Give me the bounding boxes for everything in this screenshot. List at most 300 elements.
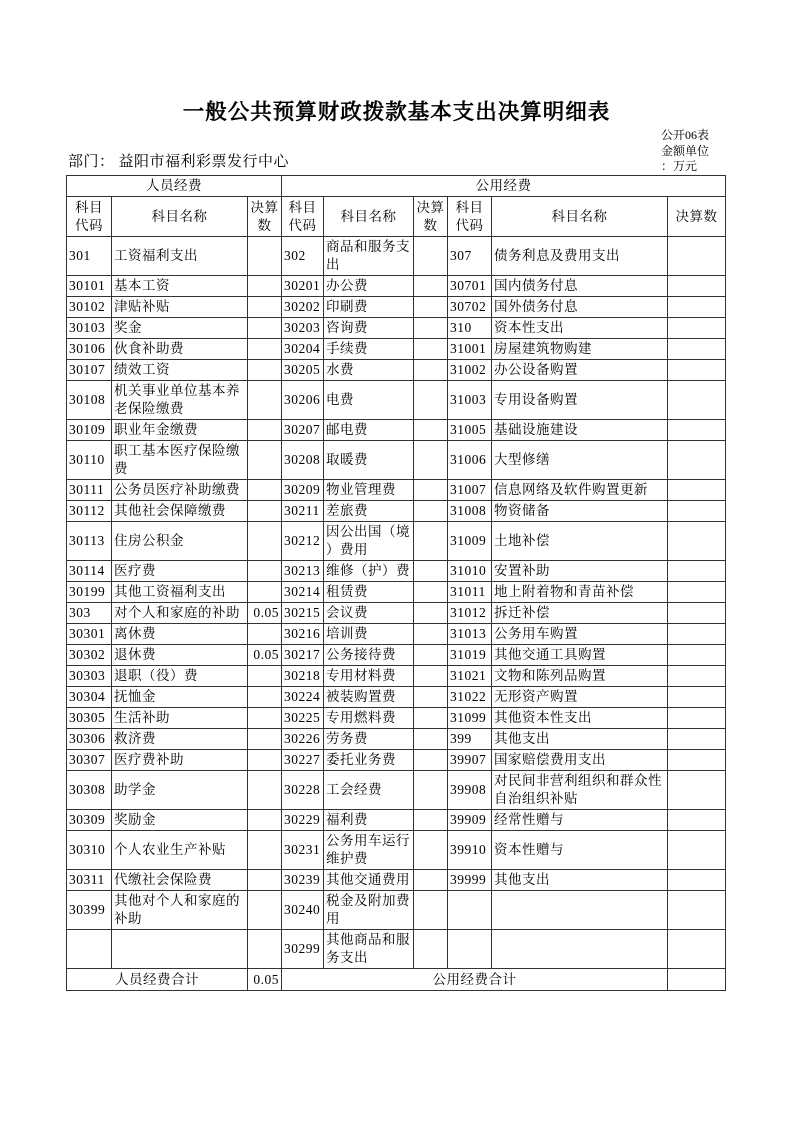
table-row (67, 582, 726, 603)
column-header-code: 科目代码 (448, 197, 492, 237)
code-cell: 30239 (282, 870, 324, 891)
code-cell: 31008 (448, 501, 492, 522)
name-cell: 其他交通费用 (324, 870, 414, 891)
amount-cell (668, 441, 726, 480)
amount-cell (248, 237, 282, 276)
code-cell: 30702 (448, 297, 492, 318)
name-cell: 工会经费 (324, 771, 414, 810)
amount-cell (414, 441, 448, 480)
code-cell: 30205 (282, 360, 324, 381)
code-cell: 30310 (67, 831, 112, 870)
name-cell: 其他资本性支出 (492, 708, 668, 729)
amount-cell (248, 297, 282, 318)
code-cell: 30217 (282, 645, 324, 666)
code-cell: 30227 (282, 750, 324, 771)
amount-cell (414, 318, 448, 339)
amount-cell (414, 729, 448, 750)
code-cell: 30701 (448, 276, 492, 297)
code-cell: 30199 (67, 582, 112, 603)
code-cell: 31022 (448, 687, 492, 708)
table-row (67, 930, 726, 969)
code-cell: 30204 (282, 339, 324, 360)
amount-cell (668, 891, 726, 930)
amount-cell (668, 318, 726, 339)
table-row (67, 318, 726, 339)
amount-cell (668, 561, 726, 582)
amount-cell (668, 687, 726, 708)
amount-cell (248, 441, 282, 480)
code-cell: 30307 (67, 750, 112, 771)
name-cell: 其他工资福利支出 (112, 582, 248, 603)
code-cell: 31021 (448, 666, 492, 687)
table-row (67, 360, 726, 381)
code-cell: 30113 (67, 522, 112, 561)
code-cell (448, 930, 492, 969)
amount-cell (414, 339, 448, 360)
name-cell: 大型修缮 (492, 441, 668, 480)
table-row (67, 441, 726, 480)
name-cell: 公务接待费 (324, 645, 414, 666)
table-row (67, 645, 726, 666)
form-note-line: 公开06表 (661, 128, 710, 142)
amount-cell (414, 687, 448, 708)
code-cell: 303 (67, 603, 112, 624)
column-header-code: 科目代码 (282, 197, 324, 237)
name-cell: 取暖费 (324, 441, 414, 480)
code-cell: 39908 (448, 771, 492, 810)
amount-cell (248, 708, 282, 729)
table-row (67, 729, 726, 750)
amount-cell (668, 870, 726, 891)
amount-cell (248, 339, 282, 360)
amount-cell (668, 603, 726, 624)
name-cell: 维修（护）费 (324, 561, 414, 582)
amount-cell (414, 360, 448, 381)
name-cell: 基础设施建设 (492, 420, 668, 441)
name-cell: 代缴社会保险费 (112, 870, 248, 891)
table-header (67, 176, 726, 237)
amount-cell: 0.05 (248, 645, 282, 666)
amount-cell (414, 603, 448, 624)
amount-cell (414, 930, 448, 969)
code-cell: 31009 (448, 522, 492, 561)
name-cell: 福利费 (324, 810, 414, 831)
name-cell: 对个人和家庭的补助 (112, 603, 248, 624)
amount-cell (668, 582, 726, 603)
name-cell: 咨询费 (324, 318, 414, 339)
form-note-line: 金额单位 (661, 143, 710, 158)
name-cell: 物资储备 (492, 501, 668, 522)
name-cell: 商品和服务支出 (324, 237, 414, 276)
code-cell: 30302 (67, 645, 112, 666)
amount-cell (414, 420, 448, 441)
amount-cell (414, 708, 448, 729)
code-cell: 307 (448, 237, 492, 276)
name-cell: 租赁费 (324, 582, 414, 603)
amount-cell (248, 666, 282, 687)
table-row (67, 420, 726, 441)
code-cell: 30229 (282, 810, 324, 831)
code-cell: 30309 (67, 810, 112, 831)
table-row (67, 666, 726, 687)
code-cell: 31003 (448, 381, 492, 420)
code-cell: 39999 (448, 870, 492, 891)
amount-cell (414, 381, 448, 420)
table-row (67, 561, 726, 582)
amount-cell (668, 381, 726, 420)
amount-cell (248, 582, 282, 603)
amount-cell (668, 645, 726, 666)
name-cell: 医疗费 (112, 561, 248, 582)
amount-cell (248, 624, 282, 645)
amount-cell (414, 522, 448, 561)
amount-cell (248, 729, 282, 750)
table-row (67, 687, 726, 708)
name-cell: 津贴补贴 (112, 297, 248, 318)
column-header-row (67, 197, 726, 237)
budget-table (66, 175, 726, 991)
name-cell: 离休费 (112, 624, 248, 645)
table-body (67, 237, 726, 969)
name-cell: 安置补助 (492, 561, 668, 582)
code-cell: 39907 (448, 750, 492, 771)
table-row (67, 501, 726, 522)
table-row (67, 339, 726, 360)
name-cell: 其他交通工具购置 (492, 645, 668, 666)
amount-cell (414, 501, 448, 522)
code-cell: 30107 (67, 360, 112, 381)
code-cell: 30224 (282, 687, 324, 708)
name-cell: 基本工资 (112, 276, 248, 297)
code-cell: 30209 (282, 480, 324, 501)
amount-cell (248, 930, 282, 969)
name-cell: 办公费 (324, 276, 414, 297)
code-cell (67, 930, 112, 969)
amount-cell (248, 771, 282, 810)
name-cell: 土地补偿 (492, 522, 668, 561)
department-label: 部门： (68, 154, 115, 170)
name-cell: 机关事业单位基本养老保险缴费 (112, 381, 248, 420)
name-cell: 其他对个人和家庭的补助 (112, 891, 248, 930)
code-cell: 31099 (448, 708, 492, 729)
table-row (67, 891, 726, 930)
name-cell: 其他社会保障缴费 (112, 501, 248, 522)
code-cell: 30207 (282, 420, 324, 441)
amount-cell (248, 501, 282, 522)
name-cell: 拆迁补偿 (492, 603, 668, 624)
amount-cell (414, 666, 448, 687)
amount-cell (414, 480, 448, 501)
name-cell: 经常性赠与 (492, 810, 668, 831)
code-cell: 30231 (282, 831, 324, 870)
code-cell: 31010 (448, 561, 492, 582)
name-cell: 救济费 (112, 729, 248, 750)
code-cell: 30201 (282, 276, 324, 297)
code-cell: 30203 (282, 318, 324, 339)
amount-cell (414, 870, 448, 891)
amount-cell (248, 750, 282, 771)
amount-cell (668, 237, 726, 276)
code-cell: 31002 (448, 360, 492, 381)
code-cell: 310 (448, 318, 492, 339)
amount-cell (668, 480, 726, 501)
name-cell: 其他支出 (492, 870, 668, 891)
name-cell: 资本性支出 (492, 318, 668, 339)
amount-cell (414, 750, 448, 771)
amount-cell (414, 237, 448, 276)
code-cell: 30213 (282, 561, 324, 582)
amount-cell (248, 870, 282, 891)
name-cell (492, 891, 668, 930)
amount-cell (668, 810, 726, 831)
amount-cell (248, 420, 282, 441)
code-cell: 31019 (448, 645, 492, 666)
name-cell: 其他支出 (492, 729, 668, 750)
code-cell: 30111 (67, 480, 112, 501)
name-cell: 手续费 (324, 339, 414, 360)
amount-cell (248, 276, 282, 297)
table-row (67, 297, 726, 318)
amount-cell (414, 297, 448, 318)
amount-cell (668, 522, 726, 561)
name-cell: 其他商品和服务支出 (324, 930, 414, 969)
name-cell: 奖励金 (112, 810, 248, 831)
code-cell: 39909 (448, 810, 492, 831)
name-cell: 生活补助 (112, 708, 248, 729)
code-cell: 31013 (448, 624, 492, 645)
name-cell: 个人农业生产补贴 (112, 831, 248, 870)
code-cell: 30208 (282, 441, 324, 480)
name-cell: 国内债务付息 (492, 276, 668, 297)
amount-cell (668, 297, 726, 318)
name-cell: 被装购置费 (324, 687, 414, 708)
code-cell: 30226 (282, 729, 324, 750)
column-header-name: 科目名称 (492, 197, 668, 237)
amount-cell (668, 708, 726, 729)
column-header-name: 科目名称 (112, 197, 248, 237)
personnel-total-label: 人员经费合计 (67, 969, 248, 991)
name-cell: 退职（役）费 (112, 666, 248, 687)
code-cell: 30218 (282, 666, 324, 687)
amount-cell (414, 624, 448, 645)
code-cell (448, 891, 492, 930)
group-header-row (67, 176, 726, 197)
code-cell: 31005 (448, 420, 492, 441)
name-cell: 奖金 (112, 318, 248, 339)
code-cell: 30299 (282, 930, 324, 969)
amount-cell (414, 276, 448, 297)
name-cell: 邮电费 (324, 420, 414, 441)
department-line (68, 150, 289, 171)
form-note-line: ：万元 (661, 159, 698, 173)
name-cell: 公务员医疗补助缴费 (112, 480, 248, 501)
code-cell: 30114 (67, 561, 112, 582)
code-cell: 30212 (282, 522, 324, 561)
amount-cell (668, 276, 726, 297)
amount-cell (414, 891, 448, 930)
code-cell: 30304 (67, 687, 112, 708)
code-cell: 302 (282, 237, 324, 276)
name-cell: 委托业务费 (324, 750, 414, 771)
name-cell: 差旅费 (324, 501, 414, 522)
amount-cell (414, 645, 448, 666)
name-cell (112, 930, 248, 969)
name-cell: 住房公积金 (112, 522, 248, 561)
code-cell: 30228 (282, 771, 324, 810)
amount-cell (414, 771, 448, 810)
column-header-name: 科目名称 (324, 197, 414, 237)
name-cell: 抚恤金 (112, 687, 248, 708)
group-header-public: 公用经费 (282, 176, 726, 197)
name-cell: 伙食补助费 (112, 339, 248, 360)
code-cell: 30305 (67, 708, 112, 729)
code-cell: 30225 (282, 708, 324, 729)
amount-cell (668, 729, 726, 750)
name-cell: 专用设备购置 (492, 381, 668, 420)
code-cell: 30102 (67, 297, 112, 318)
table-row (67, 870, 726, 891)
code-cell: 31006 (448, 441, 492, 480)
code-cell: 30112 (67, 501, 112, 522)
amount-cell (668, 420, 726, 441)
table-row (67, 603, 726, 624)
amount-cell (668, 360, 726, 381)
total-row (67, 969, 726, 991)
public-total-label: 公用经费合计 (282, 969, 668, 991)
table-row (67, 624, 726, 645)
code-cell: 399 (448, 729, 492, 750)
code-cell: 31001 (448, 339, 492, 360)
name-cell: 劳务费 (324, 729, 414, 750)
table-row (67, 522, 726, 561)
column-header-code: 科目代码 (67, 197, 112, 237)
personnel-total-amount: 0.05 (248, 969, 282, 991)
amount-cell (414, 582, 448, 603)
table-row (67, 480, 726, 501)
column-header-amount: 决算数 (248, 197, 282, 237)
amount-cell (414, 810, 448, 831)
name-cell: 物业管理费 (324, 480, 414, 501)
name-cell: 印刷费 (324, 297, 414, 318)
amount-cell (668, 771, 726, 810)
name-cell: 助学金 (112, 771, 248, 810)
code-cell: 30301 (67, 624, 112, 645)
code-cell: 30399 (67, 891, 112, 930)
amount-cell (248, 480, 282, 501)
name-cell (492, 930, 668, 969)
code-cell: 39910 (448, 831, 492, 870)
table-footer (67, 969, 726, 991)
column-header-amount: 决算数 (414, 197, 448, 237)
amount-cell (248, 687, 282, 708)
name-cell: 地上附着物和青苗补偿 (492, 582, 668, 603)
name-cell: 无形资产购置 (492, 687, 668, 708)
name-cell: 债务利息及费用支出 (492, 237, 668, 276)
name-cell: 职业年金缴费 (112, 420, 248, 441)
amount-cell (248, 318, 282, 339)
amount-cell (668, 930, 726, 969)
amount-cell (668, 339, 726, 360)
name-cell: 医疗费补助 (112, 750, 248, 771)
amount-cell (668, 666, 726, 687)
name-cell: 退休费 (112, 645, 248, 666)
code-cell: 30240 (282, 891, 324, 930)
name-cell: 会议费 (324, 603, 414, 624)
code-cell: 30311 (67, 870, 112, 891)
amount-cell (668, 750, 726, 771)
code-cell: 31007 (448, 480, 492, 501)
amount-cell (248, 360, 282, 381)
amount-cell (414, 561, 448, 582)
table-row (67, 750, 726, 771)
table-row (67, 771, 726, 810)
code-cell: 31012 (448, 603, 492, 624)
department-value: 益阳市福利彩票发行中心 (118, 154, 290, 170)
code-cell: 30103 (67, 318, 112, 339)
code-cell: 30308 (67, 771, 112, 810)
name-cell: 办公设备购置 (492, 360, 668, 381)
table-row (67, 381, 726, 420)
name-cell: 绩效工资 (112, 360, 248, 381)
name-cell: 公务用车购置 (492, 624, 668, 645)
code-cell: 31011 (448, 582, 492, 603)
name-cell: 电费 (324, 381, 414, 420)
name-cell: 税金及附加费用 (324, 891, 414, 930)
amount-cell (248, 522, 282, 561)
amount-cell (668, 501, 726, 522)
table-row (67, 237, 726, 276)
name-cell: 公务用车运行维护费 (324, 831, 414, 870)
page-title: 一般公共预算财政拨款基本支出决算明细表 (182, 100, 611, 124)
table-row (67, 810, 726, 831)
name-cell: 职工基本医疗保险缴费 (112, 441, 248, 480)
name-cell: 文物和陈列品购置 (492, 666, 668, 687)
amount-cell (248, 831, 282, 870)
name-cell: 培训费 (324, 624, 414, 645)
name-cell: 信息网络及软件购置更新 (492, 480, 668, 501)
name-cell: 因公出国（境）费用 (324, 522, 414, 561)
amount-cell (414, 831, 448, 870)
code-cell: 30306 (67, 729, 112, 750)
table-row (67, 831, 726, 870)
code-cell: 30303 (67, 666, 112, 687)
amount-cell (248, 810, 282, 831)
code-cell: 30202 (282, 297, 324, 318)
group-header-personnel: 人员经费 (67, 176, 282, 197)
amount-cell (248, 891, 282, 930)
table-row (67, 708, 726, 729)
amount-cell (248, 561, 282, 582)
column-header-amount: 决算数 (668, 197, 726, 237)
code-cell: 30109 (67, 420, 112, 441)
table-row (67, 276, 726, 297)
code-cell: 30216 (282, 624, 324, 645)
name-cell: 国家赔偿费用支出 (492, 750, 668, 771)
amount-cell: 0.05 (248, 603, 282, 624)
name-cell: 专用燃料费 (324, 708, 414, 729)
code-cell: 301 (67, 237, 112, 276)
name-cell: 对民间非营利组织和群众性自治组织补贴 (492, 771, 668, 810)
name-cell: 资本性赠与 (492, 831, 668, 870)
name-cell: 房屋建筑物购建 (492, 339, 668, 360)
name-cell: 国外债务付息 (492, 297, 668, 318)
amount-cell (668, 624, 726, 645)
code-cell: 30211 (282, 501, 324, 522)
name-cell: 工资福利支出 (112, 237, 248, 276)
public-total-amount (668, 969, 726, 991)
code-cell: 30110 (67, 441, 112, 480)
code-cell: 30214 (282, 582, 324, 603)
